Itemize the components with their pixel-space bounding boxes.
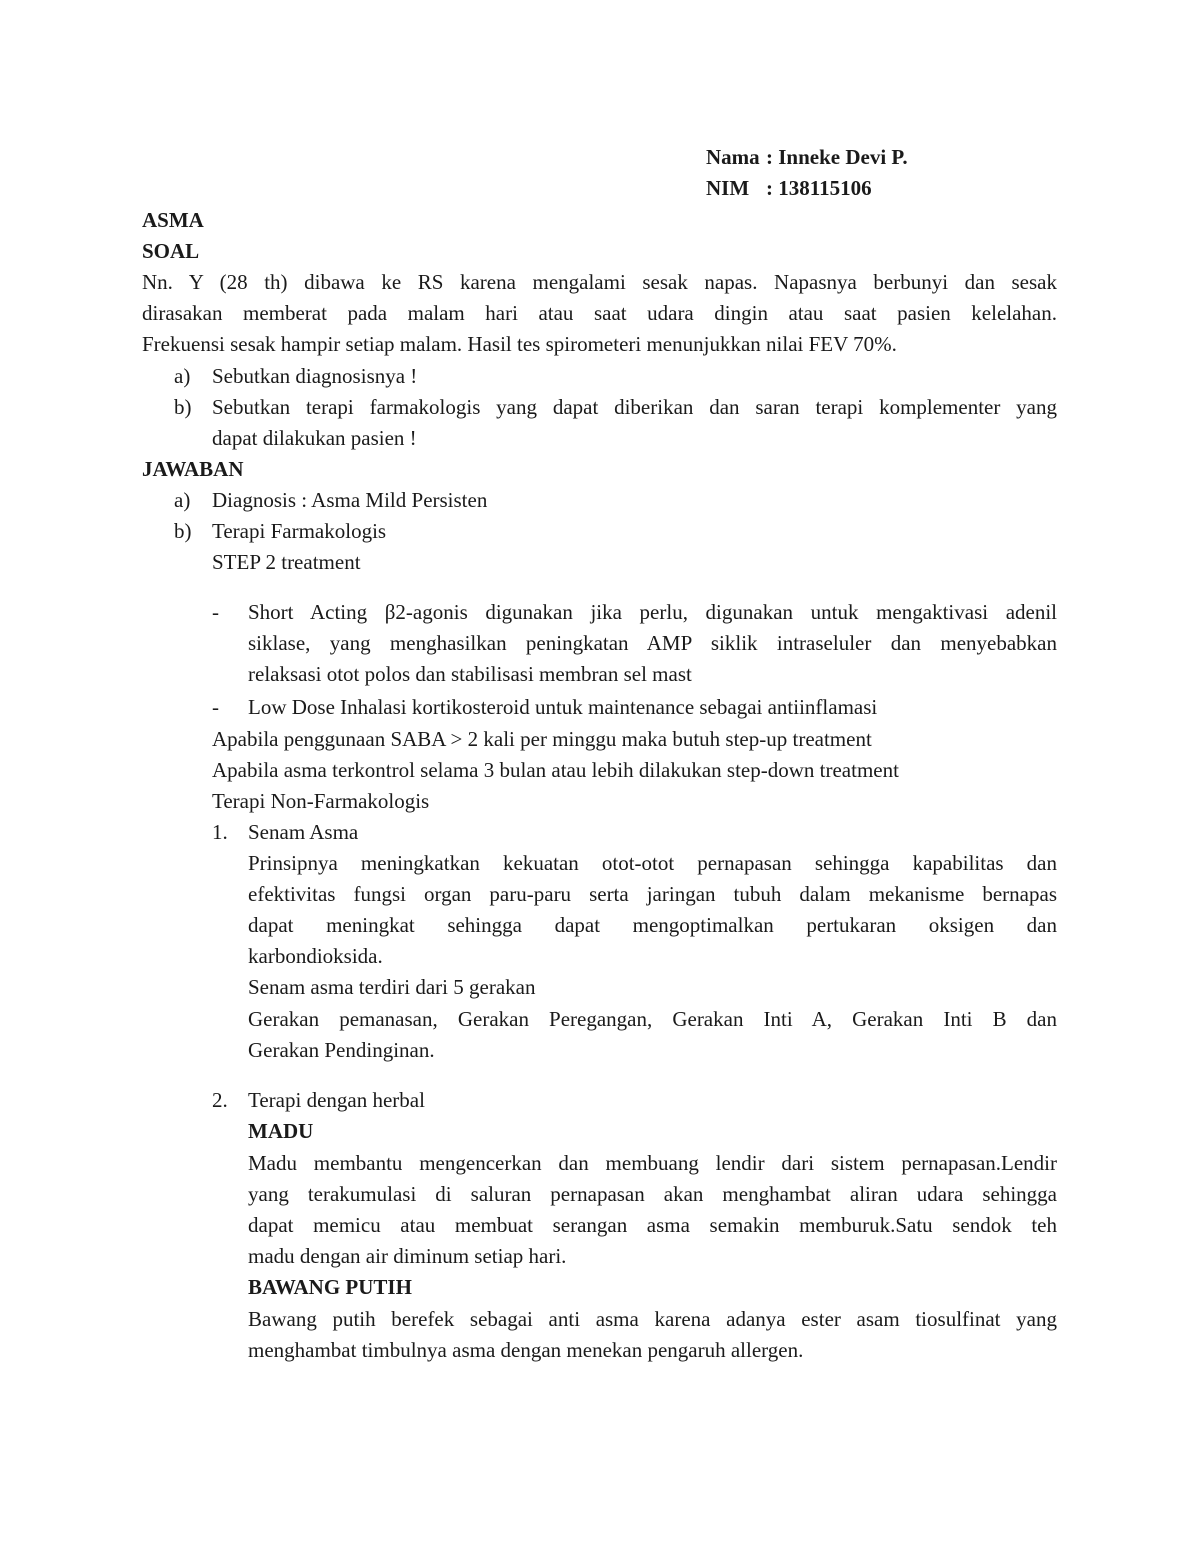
- nama-value: : Inneke Devi P.: [766, 145, 908, 169]
- soal-item-b-text: dapat dilakukan pasien !: [212, 426, 417, 450]
- senam-gerakan-count: Senam asma terdiri dari 5 gerakan: [248, 975, 536, 999]
- nim-label: NIM: [706, 176, 750, 200]
- soal-line: dirasakan memberat pada malam hari atau saat udara dingin atau saat pasien kelelahan.: [142, 301, 1057, 325]
- senam-gerakan-line: Gerakan Pendinginan.: [248, 1038, 435, 1062]
- soal-line: Frekuensi sesak hampir setiap malam. Hasil tes spirometeri menunjukkan nilai FEV 70%.: [142, 332, 897, 356]
- madu-line: madu dengan air diminum setiap hari.: [248, 1244, 567, 1268]
- soal-item-a-text: Sebutkan diagnosisnya !: [212, 364, 418, 388]
- senam-line: dapat meningkat sehingga dapat mengoptimalkan pertukaran oksigen dan: [248, 913, 1057, 937]
- bullet-line: Short Acting β2-agonis digunakan jika perlu, digunakan untuk mengaktivasi adenil: [248, 600, 1057, 624]
- step-text: STEP 2 treatment: [212, 550, 361, 574]
- note-step-down: Apabila asma terkontrol selama 3 bulan atau lebih dilakukan step-down treatment: [212, 758, 899, 782]
- madu-line: yang terakumulasi di saluran pernapasan akan menghambat aliran udara sehingga: [248, 1182, 1057, 1206]
- senam-line: efektivitas fungsi organ paru-paru serta jaringan tubuh dalam mekanisme bernapas: [248, 882, 1057, 906]
- jawaban-b-text: Terapi Farmakologis: [212, 519, 387, 543]
- jawaban-b-label: b): [174, 519, 192, 543]
- list-number: 2.: [212, 1088, 228, 1112]
- bawang-heading: BAWANG PUTIH: [248, 1275, 412, 1299]
- non-farma-heading: Terapi Non-Farmakologis: [212, 789, 430, 813]
- bawang-line: Bawang putih berefek sebagai anti asma karena adanya ester asam tiosulfinat yang: [248, 1307, 1057, 1331]
- bullet-line: relaksasi otot polos dan stabilisasi membran sel mast: [248, 662, 692, 686]
- soal-item-a-label: a): [174, 364, 191, 388]
- bawang-line: menghambat timbulnya asma dengan menekan pengaruh allergen.: [248, 1338, 804, 1362]
- soal-item-b-text: Sebutkan terapi farmakologis yang dapat diberikan dan saran terapi komplementer yang: [212, 395, 1057, 419]
- senam-title: Senam Asma: [248, 820, 359, 844]
- madu-line: Madu membantu mengencerkan dan membuang lendir dari sistem pernapasan.Lendir: [248, 1151, 1057, 1175]
- bullet-dash: -: [212, 600, 219, 624]
- bullet-line: Low Dose Inhalasi kortikosteroid untuk maintenance sebagai antiinflamasi: [248, 695, 878, 719]
- herbal-title: Terapi dengan herbal: [248, 1088, 425, 1112]
- soal-heading: SOAL: [142, 239, 200, 263]
- madu-heading: MADU: [248, 1119, 314, 1143]
- senam-line: Prinsipnya meningkatkan kekuatan otot-otot pernapasan sehingga kapabilitas dan: [248, 851, 1057, 875]
- nama-label: Nama: [706, 145, 760, 169]
- note-step-up: Apabila penggunaan SABA > 2 kali per minggu maka butuh step-up treatment: [212, 727, 872, 751]
- jawaban-heading: JAWABAN: [142, 457, 244, 481]
- nim-value: : 138115106: [766, 176, 872, 200]
- senam-gerakan-line: Gerakan pemanasan, Gerakan Peregangan, Gerakan Inti A, Gerakan Inti B dan: [248, 1007, 1057, 1031]
- document-title: ASMA: [142, 208, 204, 232]
- soal-line: Nn. Y (28 th) dibawa ke RS karena mengalami sesak napas. Napasnya berbunyi dan sesak: [142, 270, 1057, 294]
- bullet-line: siklase, yang menghasilkan peningkatan AMP siklik intraseluler dan menyebabkan: [248, 631, 1057, 655]
- jawaban-a-text: Diagnosis : Asma Mild Persisten: [212, 488, 488, 512]
- madu-line: dapat memicu atau membuat serangan asma semakin memburuk.Satu sendok teh: [248, 1213, 1057, 1237]
- soal-item-b-label: b): [174, 395, 192, 419]
- jawaban-a-label: a): [174, 488, 191, 512]
- senam-line: karbondioksida.: [248, 944, 383, 968]
- bullet-dash: -: [212, 695, 219, 719]
- list-number: 1.: [212, 820, 228, 844]
